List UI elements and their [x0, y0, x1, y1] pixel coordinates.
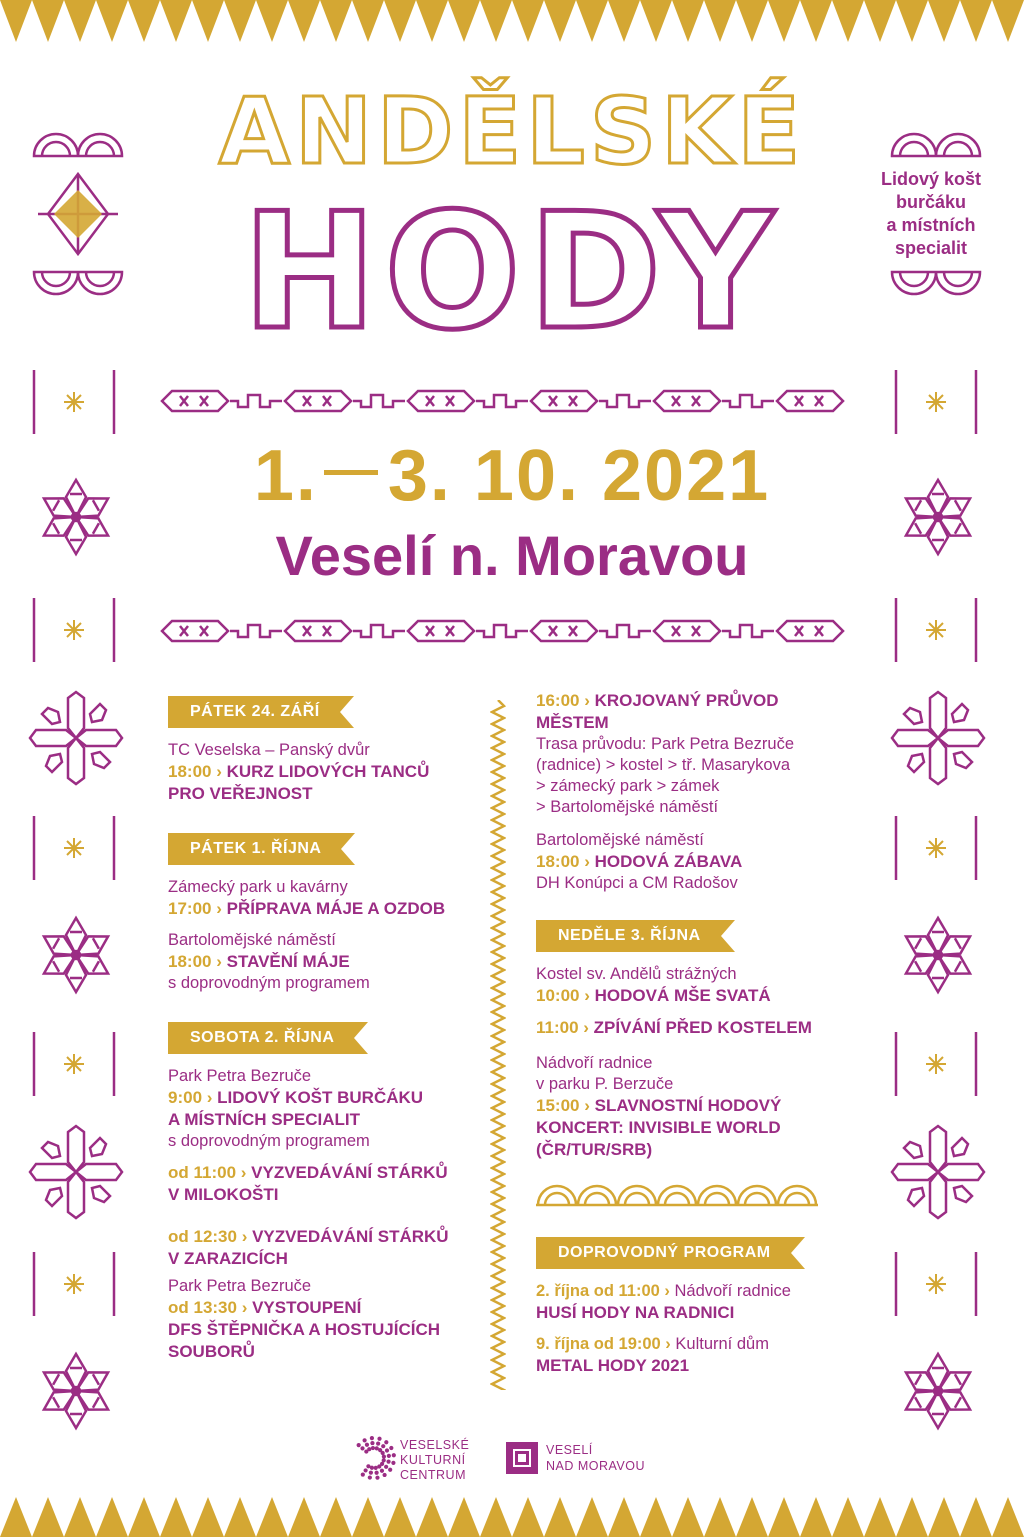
- folk-band-top: [160, 388, 850, 414]
- day-label-sunday: NEDĚLE 3. ŘÍJNA: [536, 920, 735, 952]
- event-husi-hody: 2. října od 11:00 › Nádvoří radnice HUSÍ HODY NA RADNICI: [536, 1282, 791, 1322]
- snowflake-ornament: [32, 472, 120, 562]
- snowflake-ornament: [32, 1346, 120, 1436]
- side-star-ornament: [30, 598, 118, 662]
- side-star-ornament: [892, 370, 980, 434]
- side-star-ornament: [30, 816, 118, 880]
- kulturni-centrum-logo-icon: [352, 1434, 396, 1482]
- cross-flower-ornament: [26, 1122, 126, 1222]
- event-priprava-maje: Zámecký park u kavárny 17:00 › PŘÍPRAVA MÁJE A OZDOB: [168, 878, 446, 918]
- day-label-friday-oct: PÁTEK 1. ŘÍJNA: [168, 833, 355, 865]
- top-zigzag-border: [0, 0, 1024, 44]
- event-kurz: TC Veselska – Panský dvůr 18:00 › KURZ LIDOVÝCH TANCŮ PRO VEŘEJNOST: [168, 741, 430, 803]
- town-logo-icon: [506, 1442, 538, 1474]
- event-starci-zarazice: od 12:30 › VYZVEDÁVÁNÍ STÁRKŮ V ZARAZICÍCH: [168, 1227, 449, 1268]
- side-star-ornament: [30, 1032, 118, 1096]
- date-dash: [324, 470, 378, 475]
- day-label-extra: DOPROVODNÝ PROGRAM: [536, 1237, 805, 1269]
- side-star-ornament: [892, 598, 980, 662]
- event-mse: Kostel sv. Andělů strážných 10:00 › HODOVÁ MŠE SVATÁ: [536, 965, 771, 1005]
- snowflake-ornament: [894, 1346, 982, 1436]
- event-kost-burcaku: Park Petra Bezruče 9:00 › LIDOVÝ KOŠT BURČÁKU A MÍSTNÍCH SPECIALIT s doprovodným programem: [168, 1067, 424, 1150]
- event-zpivani: 11:00 › ZPÍVÁNÍ PŘED KOSTELEM: [536, 1018, 812, 1037]
- snowflake-ornament: [32, 910, 120, 1000]
- title-hody: HODY: [242, 178, 782, 365]
- cross-flower-ornament: [888, 1122, 988, 1222]
- side-star-ornament: [892, 816, 980, 880]
- program-left-column: [168, 696, 488, 1363]
- cross-flower-ornament: [888, 688, 988, 788]
- side-star-ornament: [892, 1252, 980, 1316]
- event-starci-milokost: od 11:00 › VYZVEDÁVÁNÍ STÁRKŮ V MILOKOŠTI: [168, 1163, 448, 1204]
- side-star-ornament: [892, 1032, 980, 1096]
- cross-flower-ornament: [26, 688, 126, 788]
- snowflake-ornament: [894, 910, 982, 1000]
- event-dates: 1. 3. 10. 2021: [253, 436, 771, 516]
- logo-veselske-kulturni-centrum: VESELSKÉ KULTURNÍ CENTRUM: [352, 1432, 492, 1492]
- event-vystoupeni: Park Petra Bezruče od 13:30 › VYSTOUPENÍ DFS ŠTĚPNIČKA A HOSTUJÍCÍCH SOUBORŮ: [168, 1277, 441, 1361]
- day-label-friday-sep: PÁTEK 24. ZÁŘÍ: [168, 696, 354, 728]
- day-label-saturday: SOBOTA 2. ŘÍJNA: [168, 1022, 368, 1054]
- logo-veseli-nad-moravou: VESELÍ NAD MORAVOU: [506, 1440, 666, 1484]
- event-pruvod: 16:00 › KROJOVANÝ PRŮVOD MĚSTEM Trasa průvodu: Park Petra Bezruče (radnice) > kostel > tř. Masarykova > zámecký park > zámek > Bartoloměјské náměstí: [536, 691, 795, 816]
- side-star-ornament: [30, 370, 118, 434]
- footer-logos: [0, 1432, 1024, 1496]
- event-hodova-zabava: Bartoloměјské náměstí 18:00 › HODOVÁ ZÁBAVA DH Konúpci a CM Radošov: [536, 831, 743, 892]
- program-right-column: [536, 690, 846, 1377]
- tagline: Lidový košt burčáku a místních specialit: [880, 169, 982, 258]
- side-star-ornament: [30, 1252, 118, 1316]
- column-divider: [490, 700, 506, 1390]
- event-koncert: Nádvoří radnice v parku P. Berzuče 15:00 › SLAVNOSTNÍ HODOVÝ KONCERT: INVISIBLE WORLD (ČR/TUR/SRB): [536, 1054, 782, 1159]
- event-place: Veselí n. Moravou: [275, 524, 749, 587]
- title-andelske: ANDĚLSKÉ: [218, 78, 806, 185]
- event-staveni-maje: Bartoloměјské náměstí 18:00 › STAVĚNÍ MÁJE s doprovodným programem: [168, 931, 370, 992]
- arch-ornament-band: [536, 1183, 818, 1207]
- snowflake-ornament: [894, 472, 982, 562]
- bottom-zigzag-border: [0, 1495, 1024, 1537]
- event-metal-hody: 9. října od 19:00 › Kulturní dům METAL HODY 2021: [536, 1335, 769, 1375]
- folk-band-bottom: [160, 618, 850, 644]
